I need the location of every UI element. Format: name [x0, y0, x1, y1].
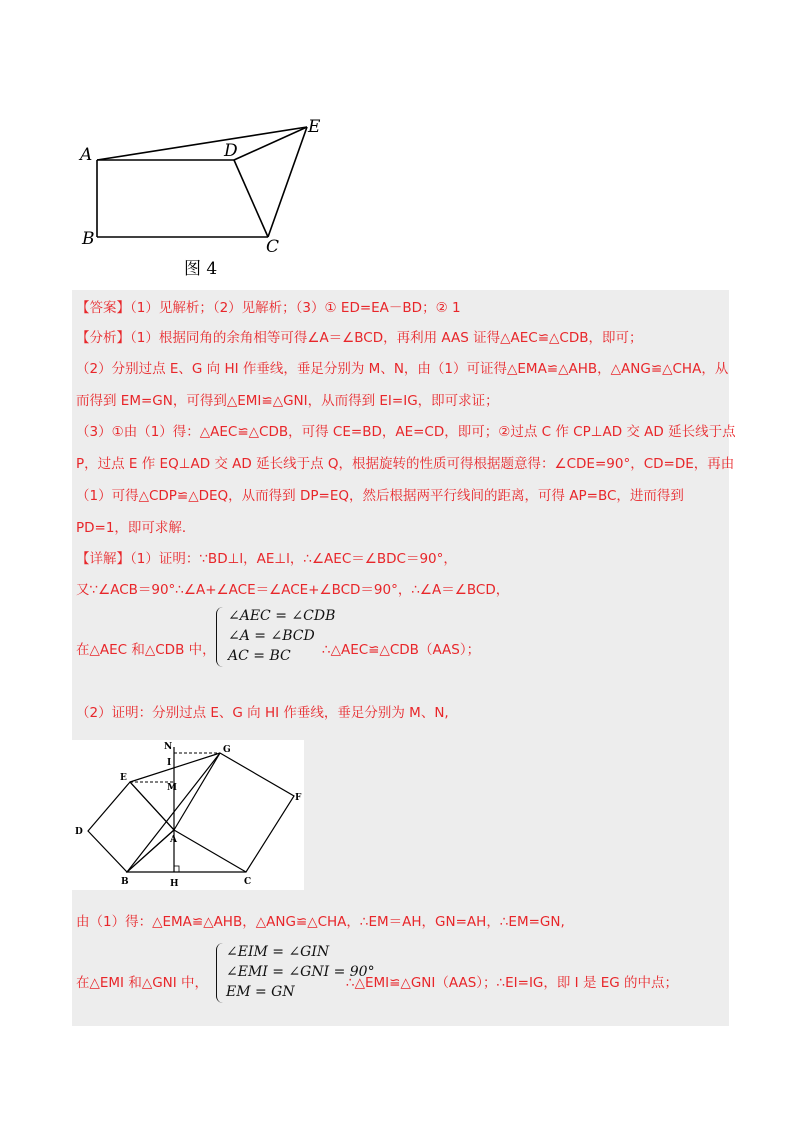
detail-line-3-suffix: ∴△AEC≌△CDB（AAS）；	[322, 642, 481, 658]
system1-row-2: ∠A = ∠BCD	[228, 628, 315, 644]
fig2-label-d: D	[75, 827, 83, 837]
fig2-label-h: H	[170, 879, 179, 889]
part2-line: （2）证明：分别过点 E、G 向 HI 作垂线，垂足分别为 M、N,	[76, 705, 449, 721]
fig2-label-e: E	[120, 773, 127, 783]
system1-row-1: ∠AEC = ∠CDB	[228, 608, 336, 624]
analysis-line-3b: P，过点 E 作 EQ⊥AD 交 AD 延长线于点 Q，根据旋转的性质可得根据题意得：∠CDE=90°，CD=DE，再由	[76, 456, 735, 472]
system-brace-1	[216, 607, 223, 667]
part2-system-prefix: 在△EMI 和△GNI 中，	[76, 975, 209, 991]
system2-row-3: EM = GN	[226, 984, 295, 1000]
fig2-label-g: G	[223, 745, 231, 755]
fig2-label-a: A	[170, 835, 177, 845]
figure-4-diagram	[72, 112, 342, 282]
part2-system-suffix: ∴△EMI≌△GNI（AAS）；∴EI=IG，即 I 是 EG 的中点；	[346, 975, 679, 991]
figure-4-caption: 图 4	[184, 259, 218, 279]
answer-line: 【答案】（1）见解析；（2）见解析；（3）① ED=EA－BD；② 1	[76, 300, 461, 316]
fig2-label-c: C	[244, 877, 252, 887]
figure-pentagon-diagram	[72, 740, 304, 890]
analysis-line-3d: PD=1，即可求解．	[76, 520, 196, 536]
analysis-line-2b: 而得到 EM=GN，可得到△EMI≌△GNI，从而得到 EI=IG，即可求证；	[76, 393, 499, 409]
fig2-label-m: M	[167, 783, 177, 793]
analysis-line-3c: （1）可得△CDP≌△DEQ，从而得到 DP=EQ，然后根据两平行线间的距离，可得 AP=BC，进而得到	[76, 488, 684, 504]
system-brace-2	[216, 943, 223, 1003]
label-d: D	[224, 141, 238, 161]
fig2-label-b: B	[121, 877, 129, 887]
label-c: C	[266, 237, 280, 257]
fig2-label-n: N	[164, 742, 173, 752]
detail-line-3-prefix: 在△AEC 和△CDB 中，	[76, 642, 216, 658]
analysis-line-3a: （3）①由（1）得：△AEC≌△CDB，可得 CE=BD，AE=CD，即可；②过点 C 作 CP⊥AD 交 AD 延长线于点	[76, 424, 736, 440]
analysis-line-1: 【分析】（1）根据同角的余角相等可得∠A＝∠BCD，再利用 AAS 证得△AEC≌△CDB，即可；	[76, 330, 643, 346]
detail-line-2: 又∵∠ACB＝90°∴∠A+∠ACE＝∠ACE+∠BCD＝90°，∴∠A＝∠BCD，	[76, 582, 510, 598]
label-a: A	[80, 145, 93, 165]
system1-row-3: AC = BC	[228, 648, 291, 664]
fig2-label-f: F	[295, 793, 302, 803]
detail-line-1: 【详解】（1）证明：∵BD⊥l，AE⊥l，∴∠AEC＝∠BDC＝90°，	[76, 551, 457, 567]
analysis-line-2a: （2）分别过点 E、G 向 HI 作垂线，垂足分别为 M、N，由（1）可证得△EMA≌△AHB，△ANG≌△CHA，从	[76, 361, 729, 377]
equation-system-2	[226, 942, 375, 1002]
part2-result-line: 由（1）得：△EMA≌△AHB，△ANG≌△CHA，∴EM＝AH，GN=AH，∴EM=GN,	[76, 914, 565, 930]
label-b: B	[82, 229, 95, 249]
system2-row-1: ∠EIM = ∠GIN	[226, 944, 330, 960]
fig2-label-i: I	[167, 758, 172, 768]
system2-row-2: ∠EMI = ∠GNI = 90°	[226, 964, 375, 980]
label-e: E	[308, 117, 321, 137]
equation-system-1	[228, 606, 335, 666]
